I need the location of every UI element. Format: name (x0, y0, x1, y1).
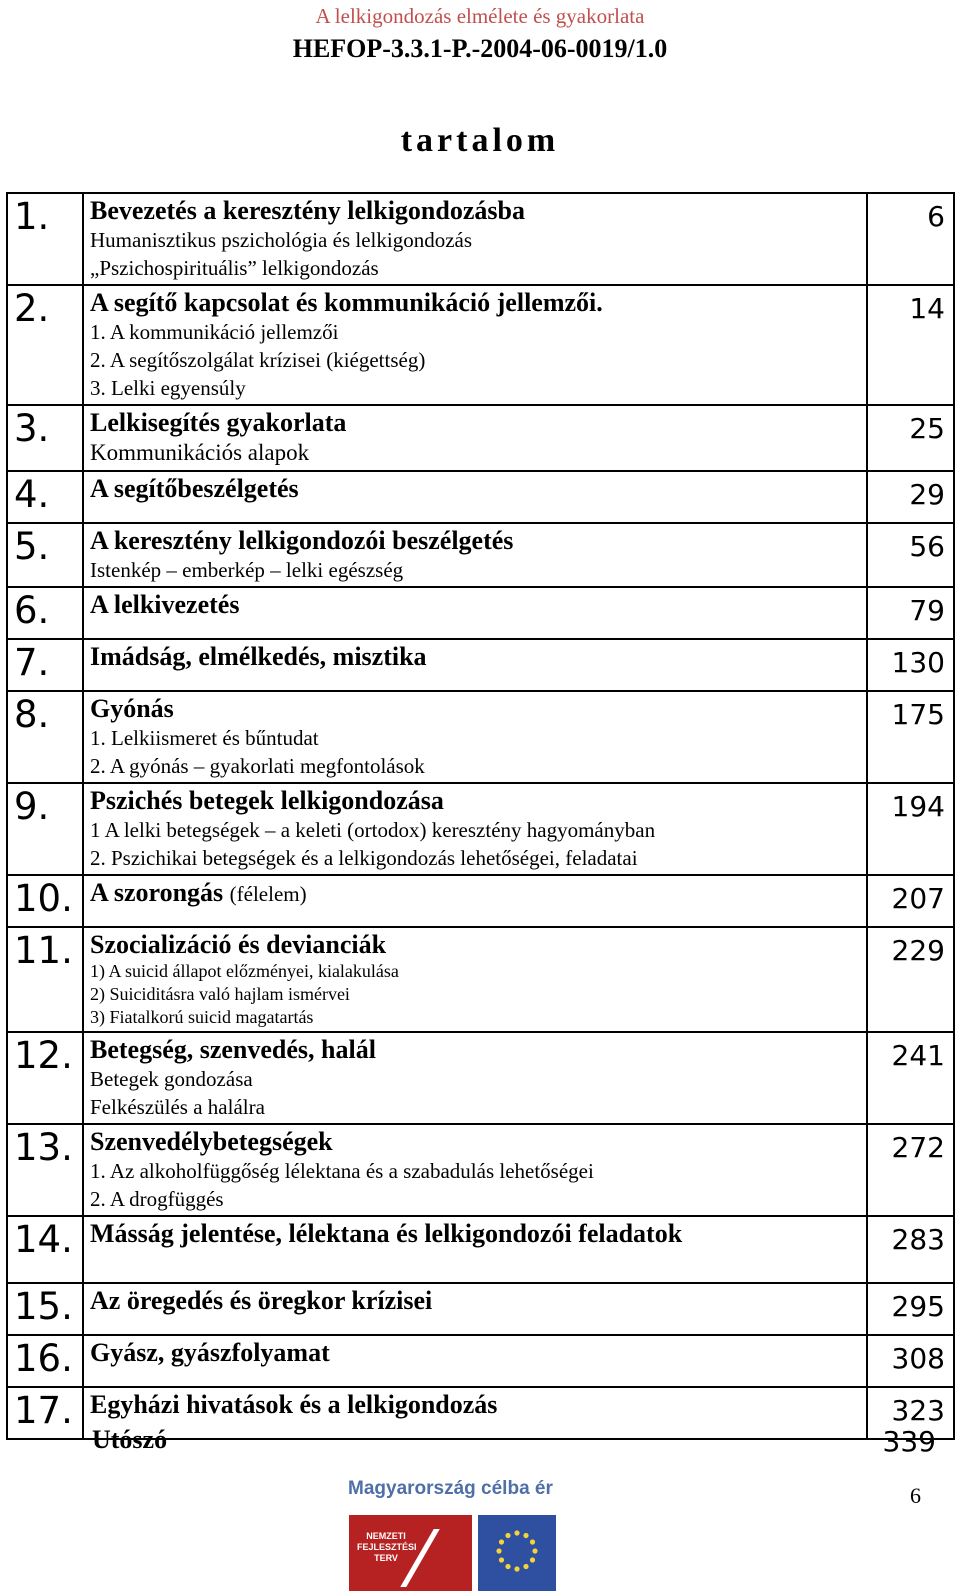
nft-logo-text: NEMZETI FEJLESZTÉSI TERV (357, 1531, 417, 1563)
toc-entry-note: (félelem) (229, 882, 307, 906)
toc-row (7, 285, 954, 405)
toc-number: 13. (7, 1124, 83, 1216)
toc-row (7, 1124, 954, 1216)
toc-page: 79 (867, 587, 954, 639)
toc-entry-title: Az öregedés és öregkor krízisei (90, 1286, 433, 1315)
toc-entry-title: A segítő kapcsolat és kommunikáció jellemzői. (90, 288, 603, 317)
toc-row (7, 1032, 954, 1124)
toc-entry-title: Lelkisegítés gyakorlata (90, 408, 347, 437)
toc-entry-title: A segítőbeszélgetés (90, 474, 299, 503)
toc-subentry: 1. A kommunikáció jellemzői (90, 320, 339, 344)
toc-entry-title: Bevezetés a keresztény lelkigondozásba (90, 196, 525, 225)
toc-entry-title: Gyónás (90, 694, 174, 723)
toc-entry-title: Betegség, szenvedés, halál (90, 1035, 376, 1064)
toc-page: 56 (867, 523, 954, 587)
toc-number: 9. (7, 783, 83, 875)
toc-number: 10. (7, 875, 83, 927)
toc-subentry: 3) Fiatalkorú suicid magatartás (90, 1007, 314, 1027)
toc-row (7, 193, 954, 285)
toc-page: 295 (867, 1283, 954, 1335)
toc-page: 207 (867, 875, 954, 927)
toc-number: 15. (7, 1283, 83, 1335)
toc-entry-title: Másság jelentése, lélektana és lelkigondozói feladatok (90, 1219, 683, 1248)
nft-logo (349, 1515, 472, 1591)
toc-entry-title: Szenvedélybetegségek (90, 1127, 333, 1156)
toc-row (7, 783, 954, 875)
toc-page: 25 (867, 405, 954, 471)
toc-number: 7. (7, 639, 83, 691)
toc-entry-title: A szorongás (90, 878, 224, 907)
toc-number: 2. (7, 285, 83, 405)
toc-row (7, 1335, 954, 1387)
toc-row (7, 639, 954, 691)
toc-number: 8. (7, 691, 83, 783)
slogan-logo: Magyarország célba ér (348, 1478, 553, 1499)
toc-subentry: „Pszichospirituális” lelkigondozás (90, 256, 379, 280)
toc-page: 194 (867, 783, 954, 875)
toc-entry-title: Gyász, gyászfolyamat (90, 1338, 330, 1367)
toc-number: 3. (7, 405, 83, 471)
toc-subentry: 2. A segítőszolgálat krízisei (kiégettség) (90, 348, 426, 372)
toc-page: 308 (867, 1335, 954, 1387)
toc-number: 11. (7, 927, 83, 1032)
toc-number: 6. (7, 587, 83, 639)
toc-entry-title: Egyházi hivatások és a lelkigondozás (90, 1390, 498, 1419)
toc-subentry: Felkészülés a halálra (90, 1095, 265, 1119)
toc-subentry: 1. Az alkoholfüggőség lélektana és a szabadulás lehetőségei (90, 1159, 594, 1183)
toc-subentry: Istenkép – emberkép – lelki egészség (90, 558, 404, 582)
toc-row (7, 1216, 954, 1283)
toc-subentry: 1. Lelkiismeret és bűntudat (90, 726, 319, 750)
toc-number: 4. (7, 471, 83, 523)
toc-subentry: Betegek gondozása (90, 1067, 253, 1091)
eu-stars-icon (478, 1515, 556, 1591)
toc-subentry: Humanisztikus pszichológia és lelkigondozás (90, 228, 473, 252)
toc-row (7, 1283, 954, 1335)
toc-row (7, 587, 954, 639)
toc-subentry: 1 A lelki betegségek – a keleti (ortodox) keresztény hagyományban (90, 818, 656, 842)
toc-subentry: 2. A gyónás – gyakorlati megfontolások (90, 754, 425, 778)
toc-entry-title: Imádság, elmélkedés, misztika (90, 642, 427, 671)
toc-entry-title: A lelkivezetés (90, 590, 240, 619)
toc-row (7, 927, 954, 1032)
toc-subentry: Kommunikációs alapok (90, 440, 310, 465)
toc-entry-title: Szocializáció és devianciák (90, 930, 387, 959)
page-number: 6 (910, 1483, 921, 1508)
project-code: HEFOP-3.3.1-P.-2004-06-0019/1.0 (292, 34, 668, 63)
toc-page: 283 (867, 1216, 954, 1283)
toc-subentry: 1) A suicid állapot előzményei, kialakulása (90, 961, 399, 981)
toc-table (6, 192, 955, 1440)
toc-page: 229 (867, 927, 954, 1032)
toc-row (7, 691, 954, 783)
toc-page: 14 (867, 285, 954, 405)
toc-page: 6 (867, 193, 954, 285)
eu-flag-logo (478, 1515, 556, 1591)
toc-subentry: 3. Lelki egyensúly (90, 376, 246, 400)
document-subtitle: A lelkigondozás elmélete és gyakorlata (315, 4, 645, 28)
toc-page: 272 (867, 1124, 954, 1216)
toc-page: 130 (867, 639, 954, 691)
toc-row (7, 471, 954, 523)
toc-number: 14. (7, 1216, 83, 1283)
toc-subentry: 2. Pszichikai betegségek és a lelkigondozás lehetőségei, feladatai (90, 846, 638, 870)
toc-title: tartalom (400, 122, 560, 159)
toc-page: 241 (867, 1032, 954, 1124)
toc-number: 12. (7, 1032, 83, 1124)
toc-number: 17. (7, 1387, 83, 1439)
toc-row (7, 405, 954, 471)
outro-page: 339 (882, 1425, 936, 1458)
toc-entry-title: Pszichés betegek lelkigondozása (90, 786, 444, 815)
toc-subentry: 2) Suiciditásra való hajlam ismérvei (90, 984, 350, 1004)
toc-page: 29 (867, 471, 954, 523)
toc-number: 5. (7, 523, 83, 587)
toc-row (7, 875, 954, 927)
toc-page: 323 (867, 1387, 954, 1439)
toc-row (7, 523, 954, 587)
toc-page: 175 (867, 691, 954, 783)
outro-title: Utószó (92, 1425, 168, 1454)
toc-entry-title: A keresztény lelkigondozói beszélgetés (90, 526, 514, 555)
toc-subentry: 2. A drogfüggés (90, 1187, 224, 1211)
toc-number: 16. (7, 1335, 83, 1387)
toc-number: 1. (7, 193, 83, 285)
